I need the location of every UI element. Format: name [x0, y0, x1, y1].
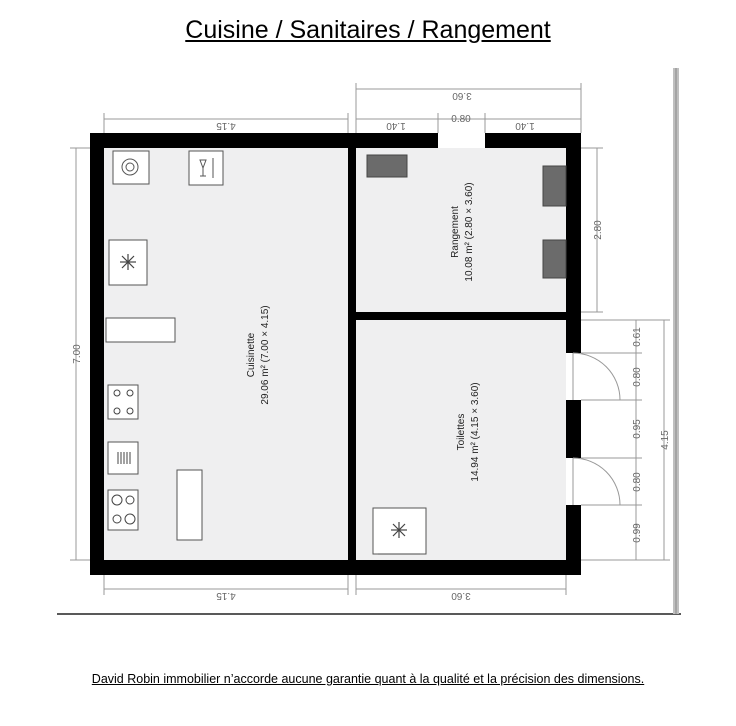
dim-bottom-right: [356, 575, 566, 601]
room-rangement-area: 10.08 m² (2.80 × 3.60): [464, 182, 475, 282]
dim-right-seg3-label: 0.95: [632, 419, 643, 439]
dim-top-right-seg1-label: 1.40: [386, 120, 406, 131]
room-cuisinette-area: 29.06 m² (7.00 × 4.15): [260, 305, 271, 405]
dim-bottom-left-label: 4.15: [216, 590, 236, 601]
dim-top-left: [104, 113, 348, 133]
dim-bottom-left: [104, 575, 348, 601]
dim-right-seg4-label: 0.80: [632, 472, 643, 492]
dim-top-right-segments: [356, 113, 581, 133]
room-toilettes-name: Toilettes: [456, 413, 467, 451]
wine-glass-icon: [189, 151, 223, 185]
dim-top-right-seg2-label: 1.40: [515, 120, 535, 131]
room-cuisinette-name: Cuisinette: [246, 332, 257, 378]
sink-icon: [108, 442, 138, 474]
stove-icon: [108, 490, 138, 530]
cooktop-icon: [108, 385, 138, 419]
dim-right-seg2-label: 0.80: [632, 367, 643, 387]
dim-top-right-opening-label: 0.80: [451, 114, 471, 125]
counter: [106, 318, 175, 342]
fridge-snowflake-icon: [109, 240, 147, 285]
dim-left-height-label: 7.00: [72, 344, 83, 364]
dim-right-total: [660, 320, 671, 560]
dim-right-seg1-label: 0.61: [632, 327, 643, 347]
freezer-snowflake-icon: [373, 508, 426, 554]
page-title: Cuisine / Sanitaires / Rangement: [185, 16, 551, 44]
shelf-1: [367, 155, 407, 177]
microwave-icon: [113, 151, 149, 184]
room-rangement-name: Rangement: [450, 206, 461, 258]
shelf-2: [543, 166, 566, 206]
dim-bottom-right-label: 3.60: [451, 590, 471, 601]
door-top-icon: [573, 353, 620, 400]
dim-rangement-height: [581, 148, 604, 312]
dim-top-left-label: 4.15: [216, 120, 236, 131]
dim-right-seg5-label: 0.99: [632, 523, 643, 543]
door-bottom-icon: [573, 458, 620, 505]
dim-rangement-height-label: 2.80: [593, 220, 604, 240]
dim-top-right-total-label: 3.60: [452, 90, 472, 101]
disclaimer-text: David Robin immobilier n’accorde aucune garantie quant à la qualité et la précision des dimensions.: [91, 672, 645, 686]
floor-cuisinette: [104, 148, 348, 560]
dim-right-total-label: 4.15: [660, 430, 671, 450]
dim-right-segments: [581, 320, 670, 560]
shelf-3: [543, 240, 566, 278]
room-toilettes-area: 14.94 m² (4.15 × 3.60): [470, 382, 481, 482]
table: [177, 470, 202, 540]
dim-left-height: [70, 148, 90, 560]
